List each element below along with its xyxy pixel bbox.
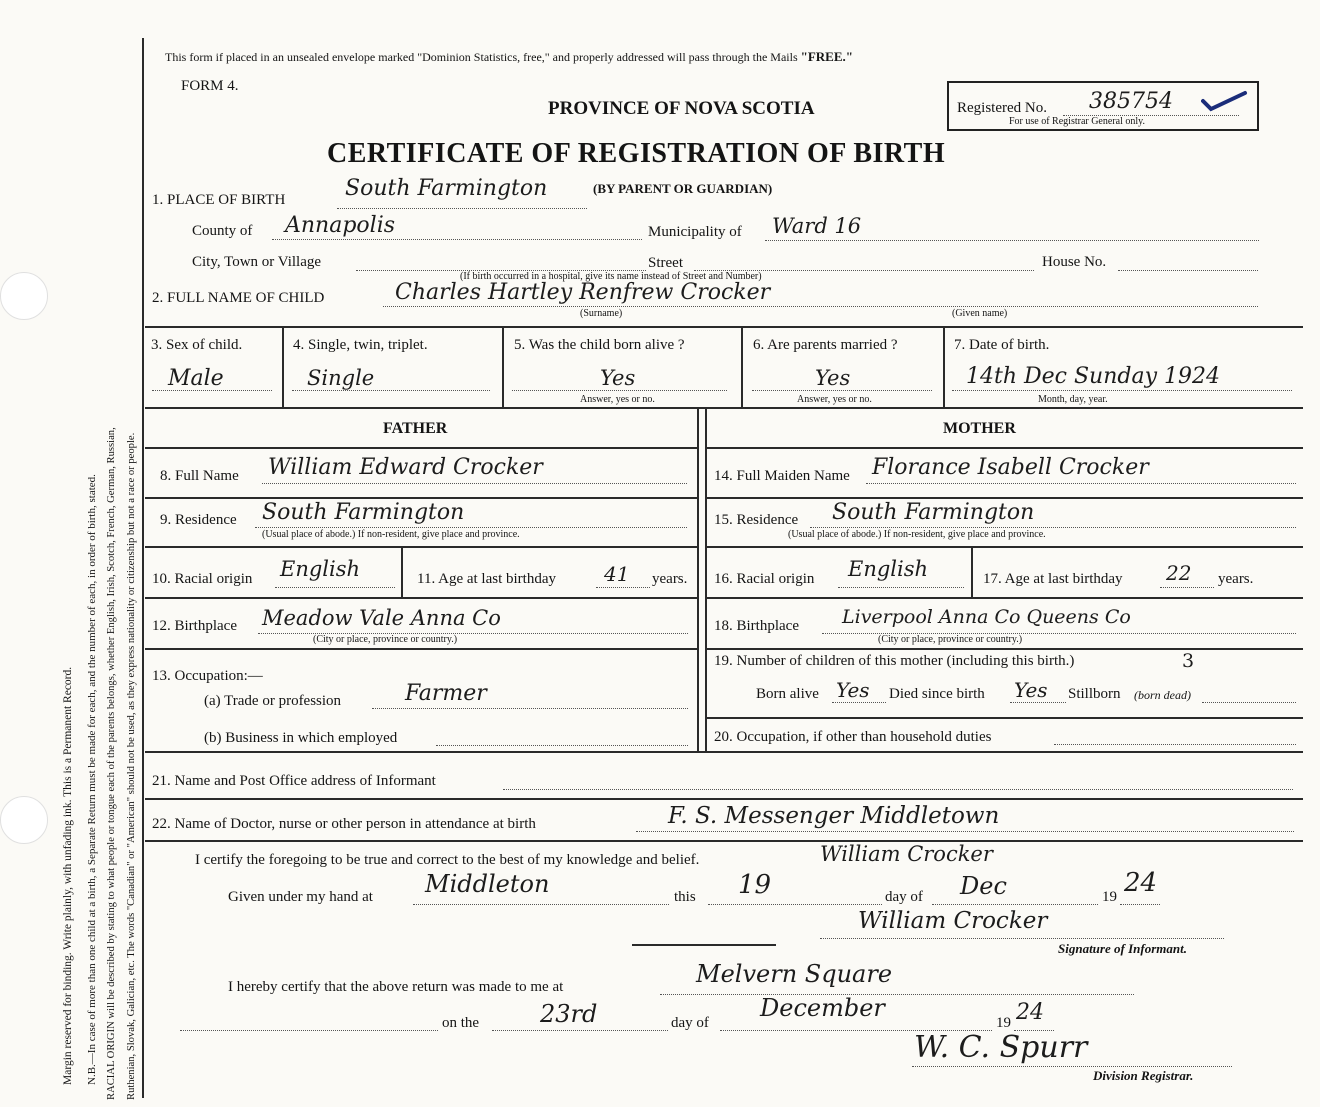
form-number: FORM 4. bbox=[181, 78, 239, 94]
mother-name-label: 14. Full Maiden Name bbox=[714, 468, 850, 484]
mother-age-value: 22 bbox=[1166, 561, 1192, 585]
father-race-label: 10. Racial origin bbox=[152, 571, 253, 587]
municipality-label: Municipality of bbox=[648, 224, 742, 240]
mother-age-unit: years. bbox=[1218, 571, 1254, 587]
province-title: PROVINCE OF NOVA SCOTIA bbox=[548, 98, 815, 119]
street-label: Street bbox=[648, 255, 683, 271]
on-the-label: on the bbox=[442, 1015, 480, 1031]
parents-married-answer: Yes bbox=[815, 366, 851, 390]
given-day: 19 bbox=[738, 870, 772, 900]
trade-value: Farmer bbox=[405, 681, 487, 706]
day-of-label: day of bbox=[885, 889, 923, 905]
father-residence-note: (Usual place of abode.) If non-resident, give place and province. bbox=[262, 529, 520, 540]
occupation-label: 13. Occupation:— bbox=[152, 668, 263, 684]
mother-residence-label: 15. Residence bbox=[714, 512, 799, 528]
father-age-unit: years. bbox=[652, 571, 688, 587]
surname-note: (Surname) bbox=[580, 308, 623, 319]
registrar-month: December bbox=[760, 994, 885, 1022]
father-age-label: 11. Age at last birthday bbox=[417, 571, 556, 587]
mother-race-value: English bbox=[848, 557, 929, 581]
father-residence-value: South Farmington bbox=[262, 500, 465, 525]
mother-heading: MOTHER bbox=[943, 420, 1016, 437]
born-alive-value: Yes bbox=[836, 678, 870, 702]
check-mark-icon bbox=[1201, 89, 1249, 113]
parents-married-question: 6. Are parents married ? bbox=[753, 337, 898, 353]
father-birthplace-value: Meadow Vale Anna Co bbox=[262, 606, 501, 630]
children-count-value: 3 bbox=[1182, 650, 1195, 672]
sidebar-line-4: Ruthenian, Slovak, Galician, etc. The words "Canadian" or "American" should not be used, as they express nationality or citizenship but not a race or people. bbox=[126, 432, 137, 1100]
died-since-birth-value: Yes bbox=[1014, 678, 1048, 702]
registrar-day-of-label: day of bbox=[671, 1015, 709, 1031]
informant-signature-caption: Signature of Informant. bbox=[1058, 941, 1187, 956]
died-since-birth-label: Died since birth bbox=[889, 686, 985, 702]
binding-hole bbox=[0, 272, 48, 320]
father-birthplace-label: 12. Birthplace bbox=[152, 618, 237, 634]
father-residence-label: 9. Residence bbox=[160, 512, 237, 528]
trade-label: (a) Trade or profession bbox=[204, 693, 342, 709]
city-label: City, Town or Village bbox=[192, 254, 322, 270]
father-age-value: 41 bbox=[604, 562, 630, 586]
certificate-title: CERTIFICATE OF REGISTRATION OF BIRTH bbox=[327, 138, 946, 169]
mail-notice-text: This form if placed in an unsealed envelope marked "Dominion Statistics, free," and properly addressed will pass through the Mails bbox=[165, 50, 801, 64]
stillborn-label: Stillborn bbox=[1068, 686, 1121, 702]
given-name-note: (Given name) bbox=[952, 308, 1008, 319]
date-note: Month, day, year. bbox=[1038, 394, 1108, 405]
mail-notice-free: "FREE." bbox=[800, 49, 853, 64]
certify-statement: I certify the foregoing to be true and correct to the best of my knowledge and belief. bbox=[195, 852, 700, 868]
house-number-label: House No. bbox=[1042, 254, 1107, 270]
place-of-birth-note: (BY PARENT OR GUARDIAN) bbox=[593, 181, 773, 196]
registrar-signature-caption: Division Registrar. bbox=[1093, 1068, 1194, 1083]
registrar-statement: I hereby certify that the above return was made to me at bbox=[228, 979, 564, 995]
mother-race-label: 16. Racial origin bbox=[714, 571, 815, 587]
father-birthplace-note: (City or place, province or country.) bbox=[313, 634, 458, 645]
mail-notice bbox=[165, 49, 853, 65]
multiple-birth-label: 4. Single, twin, triplet. bbox=[293, 337, 428, 353]
registrar-year-prefix: 19 bbox=[996, 1015, 1011, 1031]
mother-birthplace-note: (City or place, province or country.) bbox=[878, 634, 1023, 645]
sidebar-line-1: Margin reserved for binding. Write plainly, with unfading ink. This is a Permanent Record. bbox=[62, 666, 74, 1085]
multiple-birth-value: Single bbox=[307, 366, 375, 390]
mother-occupation-label: 20. Occupation, if other than household duties bbox=[714, 729, 992, 745]
county-value: Annapolis bbox=[285, 213, 396, 238]
place-of-birth-value: South Farmington bbox=[345, 176, 548, 201]
registered-number: 385754 bbox=[1089, 89, 1173, 114]
mother-name-value: Florance Isabell Crocker bbox=[872, 455, 1149, 480]
sidebar-line-3: RACIAL ORIGIN will be described by stating to what people or tongue each of the parents belongs, whether English, Irish, Scotch, French, German, Russian, bbox=[106, 427, 117, 1100]
date-of-birth-value: 14th Dec Sunday 1924 bbox=[966, 364, 1220, 389]
doctor-label: 22. Name of Doctor, nurse or other person in attendance at birth bbox=[152, 816, 536, 832]
registrar-day: 23rd bbox=[540, 1000, 598, 1028]
place-of-birth-label: 1. PLACE OF BIRTH bbox=[152, 192, 286, 208]
given-at-place: Middleton bbox=[425, 870, 550, 898]
municipality-value: Ward 16 bbox=[772, 214, 862, 238]
sidebar-line-2: N.B.—In case of more than one child at a birth, a Separate Return must be made for each, and the number of each, in order of birth, stated. bbox=[86, 474, 98, 1085]
county-label: County of bbox=[192, 223, 253, 239]
answer-note: Answer, yes or no. bbox=[580, 394, 655, 405]
given-year-prefix: 19 bbox=[1102, 889, 1117, 905]
certify-signature: William Crocker bbox=[820, 842, 993, 866]
informant-label: 21. Name and Post Office address of Informant bbox=[152, 773, 436, 789]
registered-box bbox=[947, 81, 1259, 131]
born-alive-label: Born alive bbox=[756, 686, 819, 702]
born-alive-answer: Yes bbox=[600, 366, 636, 390]
binding-hole bbox=[0, 796, 48, 844]
father-race-value: English bbox=[280, 557, 361, 581]
doctor-value: F. S. Messenger Middletown bbox=[668, 803, 1000, 829]
father-name-label: 8. Full Name bbox=[160, 468, 239, 484]
child-name-label: 2. FULL NAME OF CHILD bbox=[152, 290, 325, 306]
hospital-note: (If birth occurred in a hospital, give its name instead of Street and Number) bbox=[460, 271, 762, 282]
this-label: this bbox=[674, 889, 696, 905]
given-at-label: Given under my hand at bbox=[228, 889, 373, 905]
mother-age-label: 17. Age at last birthday bbox=[983, 571, 1123, 587]
sex-value: Male bbox=[168, 366, 224, 391]
registrar-general-note: For use of Registrar General only. bbox=[1009, 116, 1145, 127]
informant-signature: William Crocker bbox=[858, 908, 1048, 934]
stillborn-note: (born dead) bbox=[1134, 688, 1191, 702]
father-heading: FATHER bbox=[383, 420, 448, 437]
mother-residence-value: South Farmington bbox=[832, 500, 1035, 525]
given-year: 24 bbox=[1124, 868, 1158, 898]
child-name-value: Charles Hartley Renfrew Crocker bbox=[395, 280, 771, 305]
registered-label: Registered No. bbox=[957, 100, 1047, 116]
mother-birthplace-value: Liverpool Anna Co Queens Co bbox=[842, 606, 1131, 628]
mother-residence-note: (Usual place of abode.) If non-resident, give place and province. bbox=[788, 529, 1046, 540]
registrar-signature: W. C. Spurr bbox=[914, 1030, 1088, 1065]
children-count-label: 19. Number of children of this mother (including this birth.) bbox=[714, 653, 1075, 669]
registrar-year: 24 bbox=[1016, 1000, 1044, 1025]
father-name-value: William Edward Crocker bbox=[268, 455, 543, 480]
margin-rule bbox=[142, 38, 144, 1098]
registrar-place: Melvern Square bbox=[696, 960, 893, 988]
business-label: (b) Business in which employed bbox=[204, 730, 398, 746]
sex-label: 3. Sex of child. bbox=[151, 337, 243, 353]
mother-birthplace-label: 18. Birthplace bbox=[714, 618, 799, 634]
date-of-birth-label: 7. Date of birth. bbox=[954, 337, 1050, 353]
born-alive-question: 5. Was the child born alive ? bbox=[514, 337, 685, 353]
given-month: Dec bbox=[960, 872, 1007, 900]
answer-note: Answer, yes or no. bbox=[797, 394, 872, 405]
